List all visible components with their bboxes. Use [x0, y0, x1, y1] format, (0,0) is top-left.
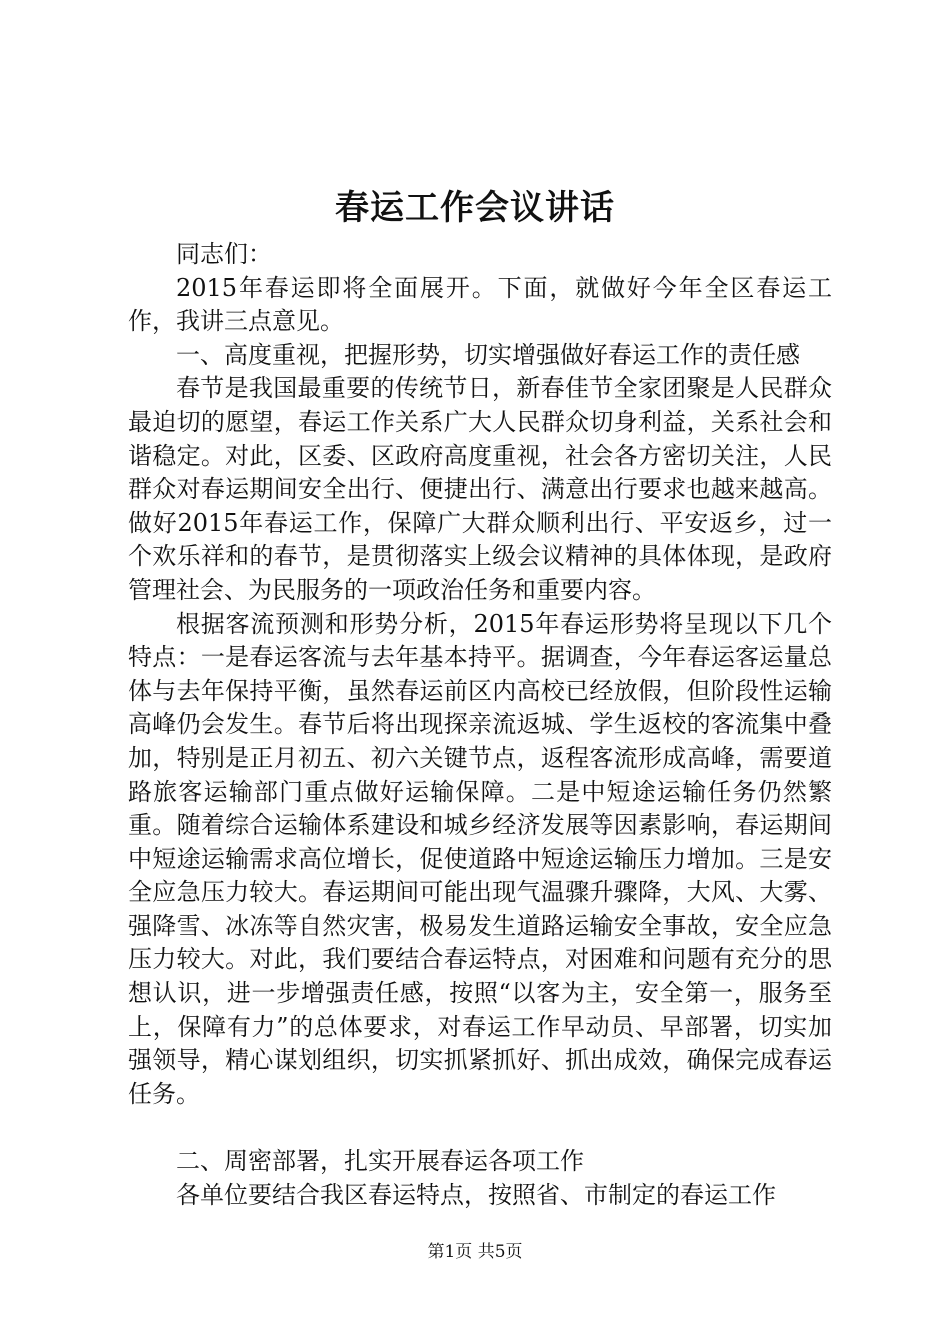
section-1-paragraph-1: 春节是我国最重要的传统节日，新春佳节全家团聚是人民群众最迫切的愿望，春运工作关系广大人民群众切身利益，关系社会和谐稳定。对此，区委、区政府高度重视，社会各方密切关注，人民群众对春运期间安全出行、便捷出行、满意出行要求也越来越高。做好2015年春运工作，保障广大群众顺利出行、平安返乡，过一个欢乐祥和的春节，是贯彻落实上级会议精神的具体体现，是政府管理社会、为民服务的一项政治任务和重要内容。	[128, 374, 832, 604]
section-2-heading: 二、周密部署，扎实开展春运各项工作	[176, 1147, 584, 1176]
section-2-paragraph-1: 各单位要结合我区春运特点，按照省、市制定的春运工作	[176, 1180, 776, 1209]
document-body	[128, 238, 832, 1212]
intro-paragraph: 2015年春运即将全面展开。下面，就做好今年全区春运工作，我讲三点意见。	[128, 273, 832, 336]
salutation: 同志们：	[176, 240, 272, 268]
page-footer: 第1页 共5页	[427, 1242, 523, 1262]
section-1-heading: 一、高度重视，把握形势，切实增强做好春运工作的责任感	[176, 340, 800, 369]
paragraph-spacer	[128, 1111, 832, 1145]
section-1-paragraph-2: 根据客流预测和形势分析，2015年春运形势将呈现以下几个特点：一是春运客流与去年基本持平。据调查，今年春运客运量总体与去年保持平衡，虽然春运前区内高校已经放假，但阶段性运输高峰仍会发生。春节后将出现探亲流返城、学生返校的客流集中叠加，特别是正月初五、初六关键节点，返程客流形成高峰，需要道路旅客运输部门重点做好运输保障。二是中短途运输任务仍然繁重。随着综合运输体系建设和城乡经济发展等因素影响，春运期间中短途运输需求高位增长，促使道路中短途运输压力增加。三是安全应急压力较大。春运期间可能出现气温骤升骤降，大风、大雾、强降雪、冰冻等自然灾害，极易发生道路运输安全事故，安全应急压力较大。对此，我们要结合春运特点，对困难和问题有充分的思想认识，进一步增强责任感，按照“以客为主，安全第一，服务至上，保障有力”的总体要求，对春运工作早动员、早部署，切实加强领导，精心谋划组织，切实抓紧抓好、抓出成效，确保完成春运任务。	[128, 609, 832, 1108]
document-title: 春运工作会议讲话	[335, 188, 615, 228]
